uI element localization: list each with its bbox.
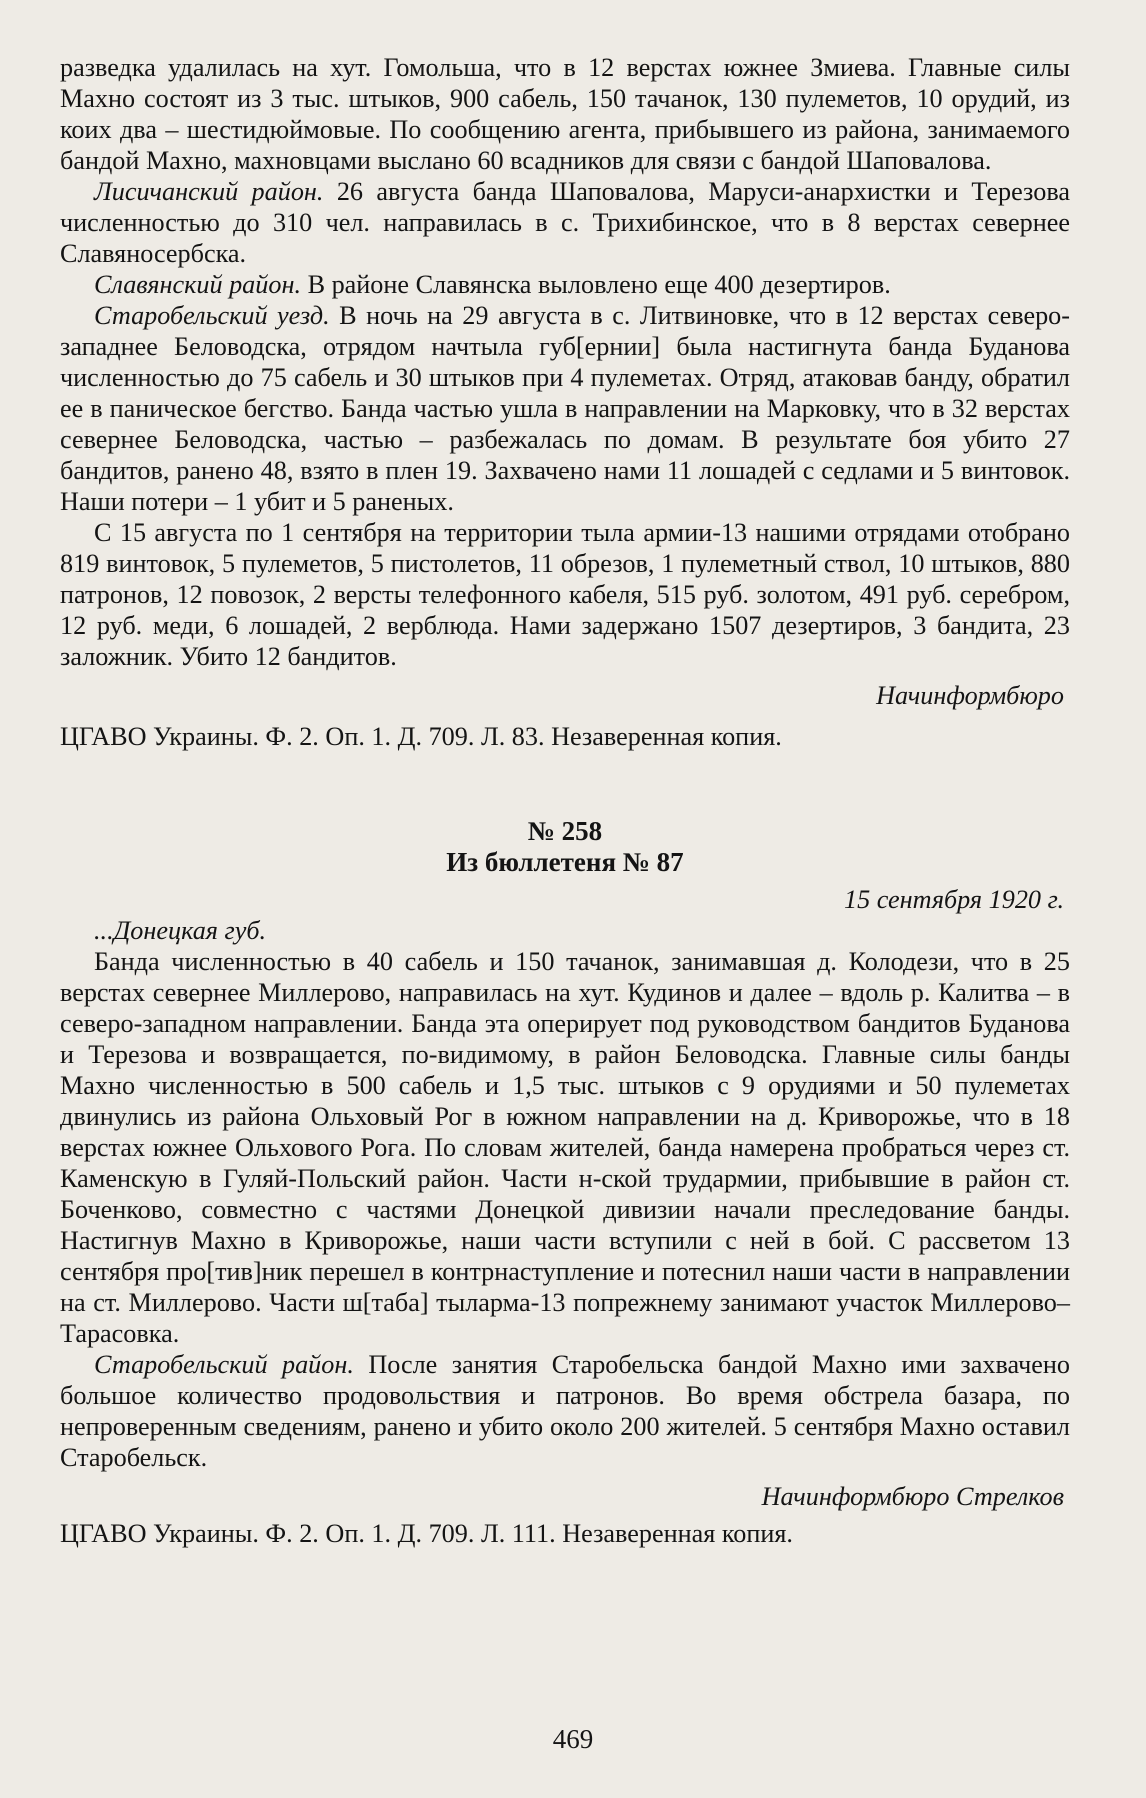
document-number: № 258 xyxy=(527,816,603,846)
region-text: В ночь на 29 августа в с. Литвиновке, что в 12 верстах северо-западнее Беловодска, отрядом начтыла губ[ернии] была настигнута банда Буданова численностью до 75 сабель и 30 штыков при 4 пулеметах. Отряд, атаковав банду, обратил ее в паническое бегство. Банда частью ушла в направлении на Марковку, что в 32 верстах севернее Беловодска, частью – разбежалась по домам. В результате боя убито 27 бандитов, ранено 48, взято в плен 19. Захвачено нами 11 лошадей с седлами и 5 винтовок. Наши потери – 1 убит и 5 раненых. xyxy=(60,301,1070,516)
region-label: Старобельский район. xyxy=(94,1350,354,1379)
archive-reference: ЦГАВО Украины. Ф. 2. Оп. 1. Д. 709. Л. 111. Незаверенная копия. xyxy=(60,1519,793,1548)
paragraph-continued: разведка удалилась на хут. Гомольша, что в 12 верстах южнее Змиева. Главные силы Махно состоят из 3 тыс. штыков, 900 сабель, 150 тачанок, 130 пулеметов, 10 орудий, из коих два – шестидюймовые. По сообщению агента, прибывшего из района, занимаемого бандой Махно, махновцами выслано 60 всадников для связи с бандой Шаповалова. xyxy=(60,53,1070,175)
paragraph-slavyansk xyxy=(60,269,1070,300)
region-label: Славянский район. xyxy=(94,270,302,299)
document-title: Из бюллетеня № 87 xyxy=(446,847,684,877)
archive-reference: ЦГАВО Украины. Ф. 2. Оп. 1. Д. 709. Л. 83. Незаверенная копия. xyxy=(60,722,782,751)
signature: Начинформбюро xyxy=(876,681,1064,710)
page-number: 469 xyxy=(552,1724,594,1754)
document-page xyxy=(60,52,1070,1549)
region-text: 26 августа банда Шаповалова, Маруси-анархистки и Терезова численностью до 310 чел. направилась в с. Трихибинское, что в 8 верстах севернее Славяносербска. xyxy=(60,177,1070,268)
paragraph-starobelsk-uezd xyxy=(60,300,1070,517)
region-label: Лисичанский район. xyxy=(94,177,324,206)
paragraph-starobelsk-rayon xyxy=(60,1349,1070,1473)
paragraph-summary: С 15 августа по 1 сентября на территории тыла армии-13 нашими отрядами отобрано 819 винтовок, 5 пулеметов, 5 пистолетов, 11 обрезов, 1 пулеметный ствол, 10 штыков, 880 патронов, 12 повозок, 2 версты телефонного кабеля, 515 руб. золотом, 491 руб. серебром, 12 руб. меди, 6 лошадей, 2 верблюда. Нами задержано 1507 дезертиров, 3 бандита, 23 заложник. Убито 12 бандитов. xyxy=(60,518,1070,671)
region-heading: ...Донецкая губ. xyxy=(94,916,267,945)
region-label: Старобельский уезд. xyxy=(94,301,330,330)
paragraph-band-report: Банда численностью в 40 сабель и 150 тачанок, занимавшая д. Колодези, что в 25 верстах севернее Миллерово, направилась на хут. Кудинов и далее – вдоль р. Калитва – в северо-западном направлении. Банда эта оперирует под руководством бандитов Буданова и Терезова и возвращается, по-видимому, в район Беловодска. Главные силы банды Махно численностью в 500 сабель и 1,5 тыс. штыков с 9 орудиями и 50 пулеметах двинулись из района Ольховый Рог в южном направлении на д. Криворожье, что в 18 верстах южнее Ольхового Рога. По словам жителей, банда намерена пробраться через ст. Каменскую в Гуляй-Польский район. Части н-ской трудармии, прибывшие в район ст. Боченково, совместно с частями Донецкой дивизии начали преследование банды. Настигнув Махно в Криворожье, наши части вступили с ней в бой. С рассветом 13 сентября про[тив]ник перешел в контрнаступление и потеснил наши части в направлении на ст. Миллерово. Части ш[таба] тыларма-13 попрежнему занимают участок Миллерово–Тарасовка. xyxy=(60,947,1070,1348)
document-date: 15 сентября 1920 г. xyxy=(843,885,1064,914)
region-text: После занятия Старобельска бандой Махно ими захвачено большое количество продовольствия и патронов. Во время обстрела базара, по непроверенным сведениям, ранено и убито около 200 жителей. 5 сентября Махно оставил Старобельск. xyxy=(60,1350,1070,1472)
paragraph-lisichansk xyxy=(60,176,1070,269)
region-text: В районе Славянска выловлено еще 400 дезертиров. xyxy=(301,270,891,299)
signature: Начинформбюро Стрелков xyxy=(761,1482,1064,1511)
